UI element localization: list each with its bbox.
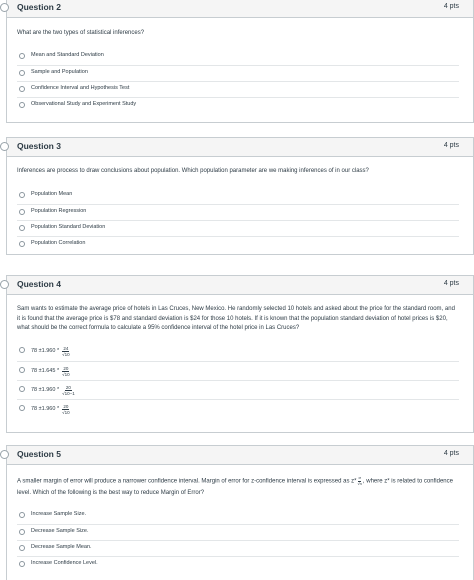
radio-button[interactable]: [19, 512, 25, 518]
formula-prefix: 78 ±1.645 *: [31, 368, 60, 374]
answer-option[interactable]: [17, 49, 459, 65]
fraction-denominator: √10: [62, 371, 70, 377]
radio-button[interactable]: [19, 386, 25, 392]
radio-button[interactable]: [19, 405, 25, 411]
flag-question-icon[interactable]: [0, 450, 9, 459]
radio-button[interactable]: [19, 86, 25, 92]
answer-label: Observational Study and Experiment Study: [31, 101, 137, 107]
answer-label: Increase Confidence Level.: [31, 560, 98, 566]
question-card-5: [6, 445, 474, 580]
radio-button[interactable]: [19, 367, 25, 373]
answer-option[interactable]: [17, 540, 459, 556]
question-title: Question 5: [17, 449, 61, 459]
fraction-denominator: √10: [62, 409, 70, 415]
answer-label: Population Regression: [31, 208, 87, 214]
answer-list: [17, 188, 459, 252]
radio-button[interactable]: [19, 561, 25, 567]
formula-label: [31, 364, 71, 378]
formula-prefix: 78 ±1.960 *: [31, 406, 60, 412]
formula-label: [31, 344, 71, 358]
question-text: Sam wants to estimate the average price of hotels in Las Cruces, New Mexico. He randomly selected 10 hotels and asked about the price for the standard room, and it is found that the average price is $78 and standard deviation is $24 for those 10 hotels. If it is known that the population standard deviation of hotel prices is $20, what should be the correct formula to calculate a 95% confidence interval of the hotel price in Las Cruces?: [17, 306, 455, 331]
question-card-4: [6, 275, 474, 433]
answer-option[interactable]: [17, 220, 459, 236]
answer-option[interactable]: [17, 97, 459, 113]
answer-option[interactable]: [17, 65, 459, 81]
question-title: Question 3: [17, 141, 61, 151]
question-card-2: [6, 0, 474, 123]
fraction: [61, 385, 76, 396]
question-points: 4 pts: [443, 450, 459, 457]
formula-label: [31, 383, 76, 397]
radio-button[interactable]: [19, 225, 25, 231]
answer-label: Increase Sample Size.: [31, 511, 87, 517]
answer-option[interactable]: [17, 81, 459, 97]
radio-button[interactable]: [19, 529, 25, 535]
fraction-denominator: √10−1: [62, 390, 75, 396]
answer-label: Population Standard Deviation: [31, 224, 106, 230]
answer-option[interactable]: [17, 188, 459, 204]
answer-option[interactable]: [17, 380, 459, 399]
question-text: [17, 476, 459, 499]
radio-button[interactable]: [19, 192, 25, 198]
question-points: 4 pts: [443, 3, 459, 10]
fraction-numerator: σ: [358, 475, 361, 480]
radio-button[interactable]: [19, 209, 25, 215]
question-text: What are the two types of statistical inferences?: [17, 30, 145, 36]
inline-fraction: [357, 476, 361, 486]
question-text-part-1: A smaller margin of error will produce a narrower confidence interval. Margin of error for z-confidence interval is expressed as z*: [17, 478, 357, 485]
fraction: [61, 366, 70, 377]
fraction-denominator: √10: [62, 351, 70, 357]
answer-label: Confidence Interval and Hypothesis Test: [31, 85, 130, 91]
radio-button[interactable]: [19, 241, 25, 247]
answer-option[interactable]: [17, 556, 459, 572]
radio-button[interactable]: [19, 70, 25, 76]
formula-prefix: 78 ±1.960 *: [31, 387, 60, 393]
answer-label: Sample and Population: [31, 69, 88, 75]
flag-question-icon[interactable]: [0, 280, 9, 289]
answer-option[interactable]: [17, 524, 459, 540]
fraction: [61, 346, 70, 357]
question-points: 4 pts: [443, 280, 459, 287]
flag-question-icon[interactable]: [0, 142, 9, 151]
formula-prefix: 78 ±1.960 *: [31, 348, 60, 354]
answer-option[interactable]: [17, 204, 459, 220]
fraction-numerator: 20: [63, 403, 69, 409]
fraction-denominator: √n: [357, 480, 362, 486]
radio-button[interactable]: [19, 102, 25, 108]
question-header: [7, 0, 473, 18]
answer-option[interactable]: [17, 236, 459, 252]
flag-question-icon[interactable]: [0, 3, 9, 12]
question-points: 4 pts: [443, 142, 459, 149]
formula-label: [31, 402, 71, 416]
fraction-numerator: 24: [63, 345, 69, 351]
question-title: Question 2: [17, 2, 61, 12]
question-header: [7, 446, 473, 465]
fraction-numerator: 20: [65, 384, 71, 390]
answer-option[interactable]: [17, 399, 459, 418]
answer-option[interactable]: [17, 361, 459, 380]
question-header: [7, 276, 473, 295]
answer-option[interactable]: [17, 342, 459, 361]
answer-label: Population Correlation: [31, 240, 86, 246]
answer-label: Decrease Sample Size.: [31, 528, 89, 534]
question-text: Inferences are process to draw conclusions about population. Which population parameter are we making inferences of in our class?: [17, 168, 369, 174]
answer-label: Mean and Standard Deviation: [31, 52, 104, 58]
question-header: [7, 138, 473, 157]
radio-button[interactable]: [19, 347, 25, 353]
answer-list: [17, 508, 459, 572]
answer-list: [17, 342, 459, 418]
answer-label: Decrease Sample Mean.: [31, 544, 92, 550]
fraction-numerator: 20: [63, 365, 69, 371]
answer-label: Population Mean: [31, 191, 73, 197]
radio-button[interactable]: [19, 53, 25, 59]
answer-option[interactable]: [17, 508, 459, 524]
answer-list: [17, 49, 459, 113]
radio-button[interactable]: [19, 545, 25, 551]
fraction: [61, 404, 70, 415]
question-card-3: [6, 137, 474, 255]
question-text-part-2: , where z* is related to confidence level. Which of the following is the best way to reduce Margin of Error?: [17, 478, 453, 496]
question-title: Question 4: [17, 279, 61, 289]
